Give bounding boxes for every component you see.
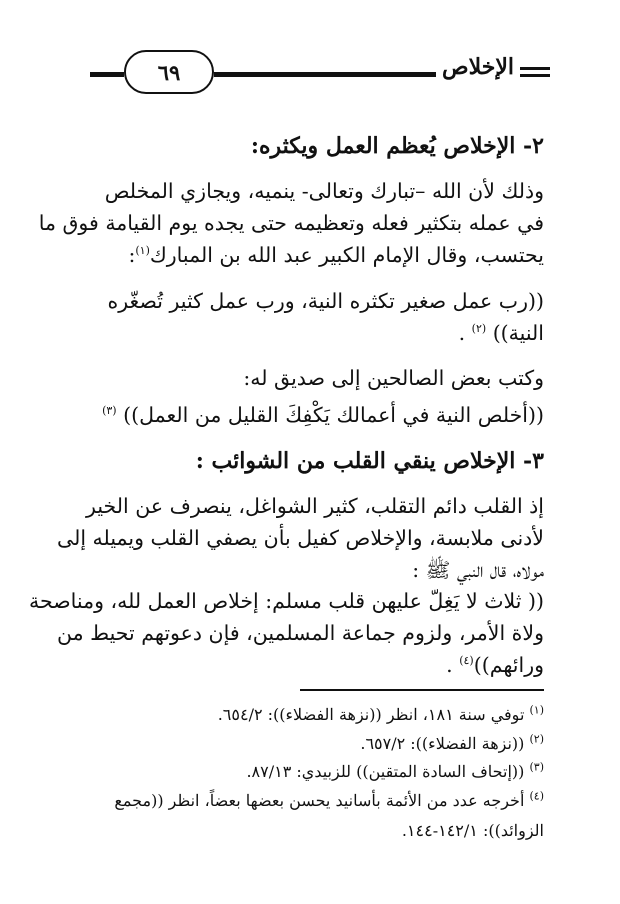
footnote-3 (74, 761, 544, 783)
footnote-4 (74, 790, 544, 812)
footnote-ref: (١) (135, 244, 150, 258)
punctuation: : (128, 243, 136, 267)
footnote-number: (٢) (529, 732, 544, 746)
hadith-line: (( ثلاث لا يَغِلّ عليهن قلب مسلم: إخلاص العمل لله، ومناصحة (29, 589, 544, 613)
footnote-text: ((إتحاف السادة المتقين)) للزبيدي: ٨٧/١٣. (246, 762, 525, 781)
footnote-ref: (٢) (471, 322, 487, 336)
paragraph-line: مولاه، قال النبي ﷺ : (412, 558, 544, 582)
footnote-separator (300, 689, 544, 691)
punctuation: . (446, 653, 453, 677)
footnote-text: أخرجه عدد من الأئمة بأسانيد يحسن بعضها بعضاً، انظر ((مجمع (114, 791, 525, 810)
paragraph-line: وذلك لأن الله –تبارك وتعالى- ينميه، ويجازي المخلص (104, 179, 544, 203)
hadith-line (96, 650, 544, 680)
footnote-text: توفي سنة ١٨١، انظر ((نزهة الفضلاء)): ٦٥٤/٢. (217, 705, 525, 724)
footnote-2 (74, 733, 544, 755)
section-heading-3: ٣- الإخلاص ينقي القلب من الشوائب : (195, 448, 544, 474)
quote-line (96, 318, 544, 348)
footnote-number: (٤) (529, 789, 544, 803)
footnote-4-continued: الزوائد)): ١٤٢/١-١٤٤. (401, 821, 544, 840)
quote-line (96, 400, 544, 430)
footnote-number: (١) (529, 703, 544, 717)
quote-text: ((أخلص النية في أعمالك يَكْفِكَ القليل من العمل)) (123, 403, 544, 427)
hadith-text: ورائهم)) (473, 653, 544, 677)
footnote-ref: (٣) (102, 404, 117, 418)
paragraph-text: يحتسب، وقال الإمام الكبير عبد الله بن المبارك (149, 243, 544, 267)
footnote-text: ((نزهة الفضلاء)): ٦٥٧/٢. (360, 734, 525, 753)
running-title: الإخلاص (442, 54, 514, 80)
paragraph-line: لأدنى ملابسة، والإخلاص كفيل بأن يصفي القلب ويميله إلى (57, 526, 544, 550)
footnote-1 (74, 704, 544, 726)
punctuation: . (458, 321, 466, 345)
quote-text: النية)) (492, 321, 544, 345)
page-number: ٦٩ (124, 50, 214, 94)
paragraph-line: إذ القلب دائم التقلب، كثير الشواغل، ينصرف عن الخير (86, 494, 544, 518)
paragraph-line: وكتب بعض الصالحين إلى صديق له: (243, 366, 544, 390)
section-heading-2: ٢- الإخلاص يُعظم العمل ويكثره: (250, 133, 544, 159)
paragraph-line: في عمله بتكثير فعله وتعظيمه حتى يجده يوم القيامة فوق ما (38, 211, 544, 235)
quote-line: ((رب عمل صغير تكثره النية، ورب عمل كثير تُصغّره (107, 289, 544, 313)
hadith-line: ولاة الأمر، ولزوم جماعة المسلمين، فإن دعوتهم تحيط من (57, 621, 544, 645)
footnote-ref: (٤) (459, 654, 474, 668)
footnote-number: (٣) (529, 760, 544, 774)
paragraph-line (96, 240, 544, 270)
